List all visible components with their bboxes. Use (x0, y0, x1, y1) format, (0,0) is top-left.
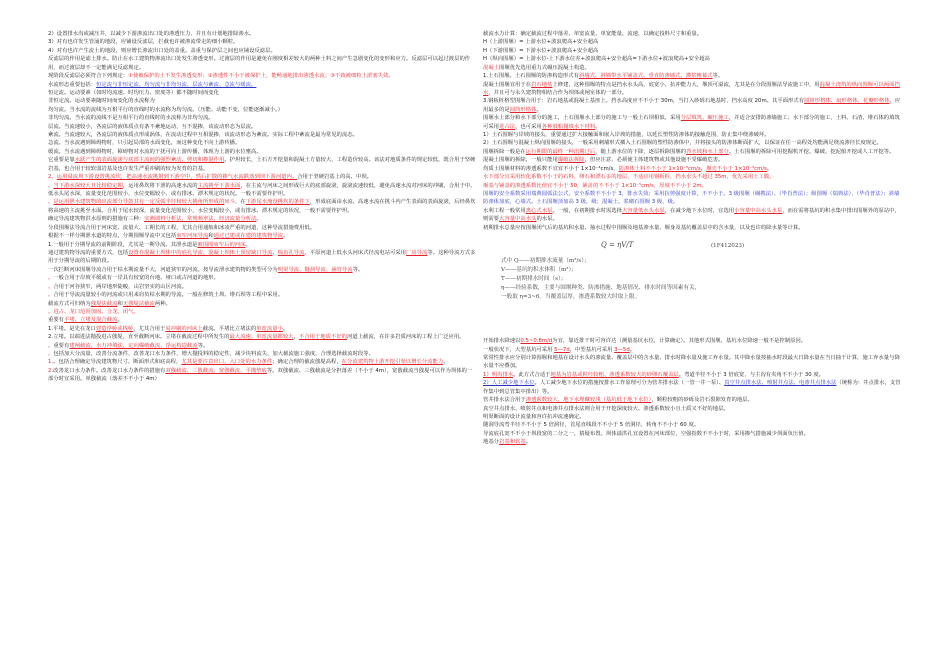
text-run: ，而在需将基坑的积水集中排出围堰外的泵站中，则需要 (483, 207, 900, 223)
paragraph (48, 300, 476, 308)
text-run: 两种。 (154, 300, 171, 307)
paragraph (48, 266, 476, 274)
text-run: 明渠断面的设计流量和容许抗冲流速确定。 (483, 413, 585, 420)
text-run: 急流。当水流遇到障碍物时，只引起局部的水面变化，而这种变化不向上游传播。 (48, 140, 241, 147)
text-run: 防渗体土料不不小于 1×10⁻⁵cm/s (618, 165, 701, 172)
text-run: 。 (48, 199, 54, 206)
text-run: 双戗截流、三戗截流、宽戗截流、平抛垫底 (165, 367, 267, 374)
text-run: 无戗堤法截流 (122, 300, 155, 307)
text-run: 2.立堵。以端进法抛投进占戗堤，直至截断河床。立堵在截流过程中所发生的 (48, 334, 230, 341)
formula-line: T——初期排水时间（s）； (501, 276, 567, 283)
right-column (483, 30, 903, 670)
text-run: 通过建筑物导流的重要方式，包括 (48, 249, 129, 256)
text-run: 初期排水总量应按围堰闭气后的基坑积水量、抽水过程中围堰及地基渗水量、堰身及基坑覆盖层中的含水量，以及也许的降水量等计算。 (483, 224, 804, 231)
text-run: 。土石围堰的拆除可用挖掘机开挖、爆破、挖泥船开挖或人工开挖等。 (728, 148, 895, 155)
text-run: 2）人工减少地下水位 (483, 380, 535, 387)
text-run: 一般状况下，大型基坑可采用 (483, 346, 555, 353)
paragraph (483, 114, 903, 131)
text-run: 真空井点排水、喷射井点和电渗井点排水法则合用于开挖深度较大、渗透系数较小且土质又不好的地层。 (483, 405, 729, 412)
text-run: 不合用于地质不好的 (298, 334, 348, 341)
paragraph (48, 148, 476, 156)
text-run: 混凝土浇筑的纵向围堰可以两面挡水 (483, 81, 900, 96)
paragraph (48, 249, 476, 266)
text-run: ， (700, 165, 707, 172)
text-run: 离心式水泵 (525, 207, 553, 214)
paragraph (48, 350, 476, 358)
text-run: 2）设置排水沟或减压井，以减少下游渗流出口处的渗透压力，并且有计划地排除渗水。 (48, 31, 255, 37)
paragraph (48, 182, 476, 199)
text-run: 。一般，在初期排水时需选择 (552, 207, 622, 214)
text-run: 束窄河床导流 (176, 233, 209, 240)
text-run: ，运用鼻坎将下泄的高速水流的 (122, 182, 198, 189)
text-run: 运行期限的最终一种汛期过后 (525, 148, 596, 155)
text-run: 。此方式合适于 (513, 371, 551, 378)
text-run: 背水坡和水上部分 (686, 148, 729, 155)
text-run: 水跃产生的表面旋滚与底部主流间的强烈紊动、剪切和掺混作用 (74, 157, 225, 164)
right-column-bottom (483, 337, 903, 446)
text-run: 各种驳船抛填水下材料 (541, 123, 596, 130)
text-run: 导流底孔宽不不小于坝段宽的二分之一，猜疑布置。坝体溢洪孔宜设置在河床部位，空强指数不不小于时，采用掺气措施减少坝面负压值。 (483, 430, 809, 437)
paragraph (483, 405, 903, 413)
text-run: 厂房导流 (406, 249, 428, 256)
text-run: 。 (256, 216, 262, 223)
text-run: 的水泵。 (536, 216, 558, 223)
formula-line: 式中 Q——初期排水流量（m³/s）； (501, 258, 590, 265)
text-run: 围堰优先选用重力式碾压混凝土构造。 (499, 64, 590, 71)
text-run: ，在 (235, 199, 246, 206)
text-run: 1. (48, 359, 54, 366)
text-run: ；确定合理的截流戗堤高程， (272, 359, 342, 366)
text-run: 围堰水上部分和水下部分的施工，土石围堰水上部分的施工与一般土石坝相似，采用 (483, 115, 681, 122)
text-run: 3—5d (614, 346, 630, 353)
text-run: 。 (48, 351, 54, 358)
text-run: 。人工减少地下水位的措施按排水工作原理可分为管井排水法（一管一井一泵）、 (534, 380, 725, 387)
text-run: H（纵向围堰）= 上游水位-上下游水位差+波浪爬高+安全超高=下游水位+波浪爬高+安全超高 (483, 56, 710, 63)
text-run: 进占、龙口范围加固、合龙、闭气。 (53, 308, 139, 315)
text-run: 水利工程一般常用 (483, 207, 526, 214)
text-run: 尤其是要注意出口、入口处的水力条件 (181, 359, 273, 366)
paragraph (483, 337, 903, 345)
text-run: 戽斗 (224, 199, 236, 206)
paragraph (48, 47, 476, 55)
text-run: 开始排水降速以 (483, 338, 521, 345)
text-run: 1）土石围堰与岸坡的接头，重要通过扩大接触面和嵌入岸坡的措施，以延长塑性防渗体的接触范围，防止集中绕渗破坏。 (483, 132, 770, 139)
paragraph (48, 224, 476, 232)
text-run: 。 (117, 317, 123, 324)
paragraph (48, 325, 476, 333)
paragraph (483, 430, 903, 438)
text-run: 截流水力计算：确定截流过程中落差、单宽流量、单宽能量、流速，以确定投料尺寸和重量。 (483, 31, 703, 37)
right-column-top (483, 30, 903, 232)
text-run: 下游尾水淹没挑坎的条件下 (245, 199, 310, 206)
text-run: 2）土石围堰与混凝土纵向围堰的接头，一般采用刺墙形式插入土石围堰的塑性防渗体中，并将接头的防渗体断面扩大，以保证在任一高程处均能满足绕流渗径长度规定。 (483, 140, 882, 147)
text-run: 1.一般用于分期导流的前期阶段，尤其是一期导流。其泄水道是 (48, 241, 198, 248)
paragraph (48, 139, 476, 147)
paragraph (48, 241, 476, 249)
text-run: 。 (766, 165, 773, 172)
text-run: ， (293, 334, 299, 341)
text-run: 反滤层的作用是滤土排水。防止在水工建筑物渗流出口处发生渗透变形。过渡层的作用是避免在刚度相差较大的两种土料之间产生急剧变化的变形和应力。反滤层可以起过渡层的作用，而过渡层却不一定能满足反滤规定。 (48, 56, 471, 71)
text-run: 恒定流与非恒定流、均匀流与非均匀流、层流与紊流、急流与缓流。 (96, 81, 257, 88)
paragraph (483, 346, 903, 354)
text-run: 合用于河谷狭窄，两岸地形陡峻，山岩坚实的山区河流。 (53, 283, 187, 290)
paragraph (483, 379, 903, 396)
text-run: 圆筒形格体、扇形格体、花瓣形格体 (804, 98, 890, 105)
text-run: 平堵、立堵及混合截流 (64, 317, 118, 324)
text-run: 最大流速、单宽流量都较大 (229, 334, 294, 341)
paragraph (48, 81, 476, 89)
text-run: 易冲刷的河床上 (165, 325, 203, 332)
text-run: 真空井点排水法、喷射井点法、电渗井点排水法 (724, 380, 837, 387)
text-run: ，随上游水位的下降，逐层拆除围堰的 (595, 148, 687, 155)
paragraph (48, 89, 476, 97)
text-run: 。 (48, 308, 54, 315)
paragraph (483, 182, 903, 190)
text-run: 层流。当流速较小，各流层的液体质点有条不紊地运动，互不混掺，该流动形态为层流。 (48, 123, 257, 130)
text-run: 现阶段反滤层必须符合下列规定： (48, 73, 129, 80)
text-run: 水流形态重要包括： (48, 81, 97, 88)
text-run: ，颗粒较粗的砂砾及岩石裂隙发育的地层。 (651, 397, 753, 404)
paragraph (48, 308, 476, 316)
text-run: 大容量低水头水泵 (621, 207, 665, 214)
text-run: ，中型基坑可采用 (569, 346, 615, 353)
text-run: ，形成底面由水流、高速水流在挑斗内产生表面的表面旋滚，后经鼻坎将高速的主流挑至水面。合用于尾水较深，流量变化范围较小，水位变幅较小，或有排冰、漂木规定的状况，一般不需要作护坦。 (48, 199, 476, 214)
text-run: 岩石地基 (531, 81, 553, 88)
text-run: 1）明沟排水 (483, 371, 514, 378)
paragraph (483, 139, 903, 147)
text-run: 为宜，靠近排干时可容许达（测量基坑水位，计算确定）。其他形式围堰，基坑水位降速一般不是控制原因。 (552, 338, 807, 345)
paragraph (483, 148, 903, 156)
text-run: 河道上截流，在许多岩质河床的工程上广泛应用。 (347, 334, 465, 341)
text-run: 缓流。当水流遇到障碍物时，障碍物对水流的干扰可向上游传播，体现为上游的水位壅高。 (48, 148, 262, 155)
text-run: 小容量中高水头水泵 (734, 207, 783, 214)
text-run: ，在减少地下水位时，宜选用 (664, 207, 735, 214)
paragraph (483, 438, 903, 446)
text-run: ，平原河道上低水头河床式径流电站可采用 (304, 249, 407, 256)
text-run: ，应用最多的是 (483, 98, 901, 113)
text-run: ，但应注意，必须使主体建筑物或其他设施不受爆破危害。 (584, 157, 724, 164)
paragraph (48, 342, 476, 350)
text-run: 重要有 (48, 317, 65, 324)
text-run: 戗堤法截流 (90, 300, 118, 307)
paragraph (483, 173, 903, 181)
text-run: 混凝土围堰宜用于在 (483, 81, 532, 88)
formula-expression: Q = ηV/T (601, 241, 634, 250)
text-run: 等。 (712, 73, 724, 80)
text-run: 。 (525, 439, 532, 446)
paragraph (48, 367, 476, 384)
text-run: 和 (117, 300, 123, 307)
paragraph (48, 38, 476, 46)
text-run: 圆筒形格体 (509, 106, 537, 113)
paragraph (483, 72, 903, 80)
text-run: 管井排水法合用于 (483, 397, 526, 404)
text-run: 地基分 (483, 439, 500, 446)
text-run: 实测调料分析法、常规频率法、经济流量分析法 (144, 216, 257, 223)
text-run: 截流。平堵比立堵法的 (202, 325, 257, 332)
text-run: 。 (443, 359, 449, 366)
text-run: 紊流。当流速较大，各流层的液体质点形成涡体，在流动过程中互相混掺，该流动形态为紊流。实际工程中紊流是最为常见的流态。 (48, 132, 358, 139)
text-run: 进占法 (499, 123, 516, 130)
paragraph (48, 291, 476, 299)
paragraph (483, 30, 903, 38)
text-run: 地基为岩基或粒径较粗、渗透系数较大的砂卵石覆盖层 (550, 371, 679, 378)
text-run: ，尤其合用于 (133, 325, 166, 332)
text-run: 主流挑至下游水面 (197, 182, 241, 189)
formula-line: V——基坑的积水体积（m³）； (501, 267, 577, 274)
paragraph (48, 131, 476, 139)
text-run: 2. (48, 367, 54, 374)
text-run: 隧洞导流弯半径不不小于 5 倍洞径，首尾直线段不不小于 5 倍洞径，转角不不小于 60 度。 (483, 422, 700, 429)
paragraph (48, 198, 476, 215)
formula-line: η——经验系数，主要与围堰种类、防渗措施、地基情况、排水时间等因素有关， (501, 285, 701, 292)
paragraph (48, 30, 476, 38)
paragraph (48, 156, 476, 173)
text-run: 。 (48, 292, 54, 299)
text-run: 建闸截流、水力冲填法、定向爆破截流、浮运构造截流 (69, 342, 198, 349)
text-run: 大容量中高水头 (499, 216, 537, 223)
text-run: 它重要是靠 (48, 157, 75, 164)
text-run: 。 (629, 346, 636, 353)
text-run: ，并且可与永久建筑物相结合作为坝体或闸室体的一部分。 (488, 89, 628, 96)
paragraph (483, 165, 903, 173)
text-run: 根据不一样分期泄水道的特点，分期围堰导流中又包括 (48, 233, 177, 240)
text-run: 斜墙式、斜墙带水平铺盖式、垂直防渗墙式、灌浆帷幕式 (578, 73, 713, 80)
text-run: 是运用泄水建筑物的出流部分导鼓其有一定反弧半径和较大挑角所形成的 (53, 199, 225, 206)
text-run: 运用溢流坝下游设置挑流坎，把高速水流挑射到下游空中，然后扩散的掺气水流跌落到坝下游河道内。 (56, 174, 298, 181)
text-run: 一次拦断河床围堰导流合用于枯水期流量不大，河道狭窄的河流。按导流泄水建筑物的类型可分为 (48, 266, 278, 273)
text-run: 。 (48, 182, 54, 189)
text-run: 均质土围堰材料的渗透系数不宜宜不小于 1×10⁻⁴cm/s， (483, 165, 619, 172)
text-run: 。弯道半径不小于 3 倍底宽，与主沟有夹角不不小于 30 度。 (678, 371, 825, 378)
text-run: 重要有 (53, 342, 70, 349)
text-run: 和 (208, 233, 214, 240)
paragraph (48, 333, 476, 341)
text-run: 合用于坚硬岩基上的高、中坝。 (297, 174, 373, 181)
text-run: 等。双戗截流、三戗截流是分担落差（不小于 4m），宽戗截流当戗堤可以作为坝体的一部分时宜采用。单戗截流（落差不不小于 4m） (48, 367, 473, 383)
text-run: 混凝土 (483, 64, 500, 71)
text-run: 堰壳不小于 1×10⁻³cm/s (706, 165, 767, 172)
text-run: 被围围束窄后的河床 (197, 241, 246, 248)
text-run: 改善龙口水力条件。改善龙口水力条件的措施有 (53, 367, 166, 374)
text-run: 。护坦较长，土石方开挖量和混凝土方量较大，工程造价较高。该法对地质条件的规定较低，既合用于坚硬岩基，也合用于较软弱岩基及也许发生严重冲刷的较为发育的岩基。 (48, 157, 476, 172)
text-run: ①使被保护的土不发生渗透变形；②渗透性不小于被保护土，能畅通地排出渗透水流；③不致被细粒土淤塞失效。 (128, 73, 394, 80)
text-run: 渗透系数较大、地下水埋藏较浅（基坑低于地下水位） (525, 397, 652, 404)
text-run: 堰基与铺盖的渗透系数比值宜不小于 50，铺盖的不不小于 1×10⁻⁵cm/s，厚度不不小于 2m。 (483, 182, 707, 189)
text-run: 常常性排水应分别计算围堰和地基在设计水头的渗流量、覆盖层中的含水量、排水时降水量及施工弃水量。其中降水量按抽水时段最大日降水量在当日抽干计算，施工弃水量与降水量不应叠加。 (483, 354, 900, 370)
text-run: 。 (595, 123, 601, 130)
paragraph (48, 72, 476, 80)
text-run: H（下游围堰）= 下游水位+波浪爬高+安全超高 (483, 47, 599, 54)
text-run: 均匀流。当水流的流线为互相平行的直线时的水流称为均匀流。（压能、动能不变，位能逐渐减小。） (48, 106, 284, 113)
left-column (48, 30, 476, 670)
text-run: 非均匀流。当水流的流线不是互相平行的直线时的水流称为非均匀流。 (48, 115, 214, 122)
text-run: 1.平堵。是先在龙口 (48, 325, 96, 332)
text-run: 一般合用于岸坡平缓或有一岸具有较宽的台地、垭口或古河道的地形。 (53, 275, 219, 282)
text-run: 。 (48, 275, 54, 282)
text-run: 5—7d (554, 346, 570, 353)
text-run: 3）对有也许发生管涌的地段，应铺设反滤层，拦截也许被渗流带走的细小颗粒。 (48, 39, 239, 46)
text-run: ，在主流与河床之间形成巨大的底部旋滚，旋滚流速较低，避免高速水流对河床的冲刷。合用于中、低水头尾水深，流量变化范围较小，水位变幅较小，或有排冰、漂木规定的状况。一般不需要作护坦。 (48, 182, 476, 198)
paragraph (483, 421, 903, 429)
paragraph (483, 396, 903, 404)
text-run: （统称为：井点排水，支管作集中到总管集中排出）等。 (483, 380, 901, 395)
text-run: ，并适合安排防渗墙施工；水下部分的施工，土料、石渣、堆石体的填筑可采用 (483, 115, 900, 130)
paragraph (483, 38, 903, 46)
text-run: 非恒定流。运动要素随时间而变化的水流称为 (48, 98, 155, 105)
text-run: ，也可采用 (515, 123, 542, 130)
text-run: 当下游水深较大且比较稳定期 (53, 182, 123, 189)
text-run: 恒定流。运动要素（如时均流速、时均压力、密度等）都不随时间而变化 (48, 89, 219, 96)
text-run: 。 (283, 233, 289, 240)
paragraph (48, 232, 476, 240)
paragraph (48, 215, 476, 223)
paragraph (483, 371, 903, 379)
text-run: 围堰拆除一般是在 (483, 148, 526, 155)
text-run: 。 (245, 241, 251, 248)
text-run: 围堰的安全系数采用瑞典圆弧法公式，安全系数不不小于 3，排水失效；采用抗剪强度计算，不不小于。3 级围堰（碾携法）、（毕肖普法）；级围堰（瑞典法），（毕肖普法）；斜墙防渗体加底，心墙式。土石围堰顶加高 3 级，级；混凝土、浆砌石围堰 3 级，级。 (483, 191, 900, 206)
paragraph (483, 207, 903, 224)
text-run: 。 (48, 283, 54, 290)
text-run: 。包括合理确定导流建筑物尺寸、断面形式和底高程， (53, 359, 182, 366)
paragraph (48, 55, 476, 72)
paragraph (483, 224, 903, 232)
paragraph (483, 190, 903, 207)
text-run: H（上游围堰）= 上游水位+波浪爬高+安全超高 (483, 39, 599, 46)
text-run: 等。这种导流方式多用于分期导流的后期阶段。 (48, 249, 476, 265)
text-run: 上修建，这种围堰的特点是挡水水头高，底宽小，抗冲能力大，堰顶可溢流，尤其是在分段围堰法导流施工中，用 (552, 81, 820, 88)
text-run: 分层填筑、碾压施工 (680, 115, 729, 122)
text-run: 、 (272, 249, 278, 256)
paragraph (48, 123, 476, 131)
text-run: 爆破法拆除 (557, 157, 585, 164)
formula-line: 一般取 η=3~6。当覆盖层厚，渗透系数较大时取上限。 (501, 294, 641, 301)
text-run: 建造浮桥或栈桥 (95, 325, 134, 332)
paragraph (483, 47, 903, 55)
text-run: 0.5~0.8m/d (520, 338, 553, 345)
paragraph (48, 106, 476, 114)
paragraph (48, 274, 476, 282)
text-run: 明渠导流、隧洞导流、涵管导流 (277, 266, 353, 273)
text-run: 1.土石围堰。土石围堰的防渗构造形式有 (483, 73, 579, 80)
text-run: 岩基和软基 (499, 439, 526, 446)
paragraph (483, 55, 903, 63)
text-run: 混凝土围堰的拆除，一般只能用 (483, 157, 558, 164)
text-run: 包括加大分流量，改善分流条件，改善龙口水力条件，增大抛投料的稳定性，减少块料流失，加大截流施工强度，合理选择截流时段等。 (53, 351, 374, 358)
paragraph (48, 97, 476, 105)
paragraph (48, 283, 476, 291)
paragraph (48, 358, 476, 366)
paragraph (483, 97, 903, 114)
formula-code: (1F412023) (711, 243, 745, 250)
paragraph (483, 131, 903, 139)
text-run: 截流方式可归纳为 (48, 300, 91, 307)
paragraph (483, 81, 903, 98)
text-run: 单宽流量小 (256, 325, 283, 332)
paragraph (48, 114, 476, 122)
text-run: 确定导流建筑物洪水原则的措施有三种： (48, 216, 145, 223)
paragraph (483, 413, 903, 421)
text-run: 水下部分宜采用软化系数不小于的石料，卵石和漂石多的地层，不适宜用钢板桩，挡水水头不超过 35m，优先采用土工膜。 (483, 174, 775, 181)
text-run: 通过已建或在建的建筑物导流 (213, 233, 284, 240)
paragraph (483, 354, 903, 371)
paragraph (483, 64, 903, 72)
text-run: 。 (282, 325, 289, 332)
text-run: 。 (536, 106, 542, 113)
paragraph (483, 156, 903, 164)
text-run: 设置在混凝土坝体中的底孔导流、混凝土坝体上预留缺口导流 (128, 249, 273, 256)
text-run: 2。 (48, 174, 57, 181)
paragraph (48, 316, 476, 324)
text-run: 分段围堰法导流合用于河床宽、流量大、工期长的工程，尤其合用通航和冰凌严重的河道，这种导流措施费用低。 (48, 224, 316, 231)
text-run: 等。 (352, 266, 364, 273)
text-run: 等。 (197, 342, 209, 349)
text-run: 合用于导流流量较小的河流或只用来肩负枯水期的导流。一般在修筑土坝、堆石坝等工程中采用。 (53, 292, 284, 299)
formula-legend (501, 257, 700, 302)
text-run: 在分流建筑物上游开挖引渠以增长分流能力 (341, 359, 444, 366)
paragraph (48, 173, 476, 181)
text-run: 梳齿孔导流 (277, 249, 305, 256)
text-run: 。 (48, 342, 54, 349)
formula-block (501, 235, 811, 335)
text-run: 3.钢板桩格型围堰合用于：岩石地基或混凝土基座上。挡水高度应不不小于 30m，当打入砂砾石地基时，挡水高度 20m。其平面形式有 (483, 98, 805, 105)
text-run: 4）对有也许产生流土的地段，则应增长渗流出口处的盖重。盖重与保护层之间也应铺设反滤层。 (48, 47, 276, 54)
